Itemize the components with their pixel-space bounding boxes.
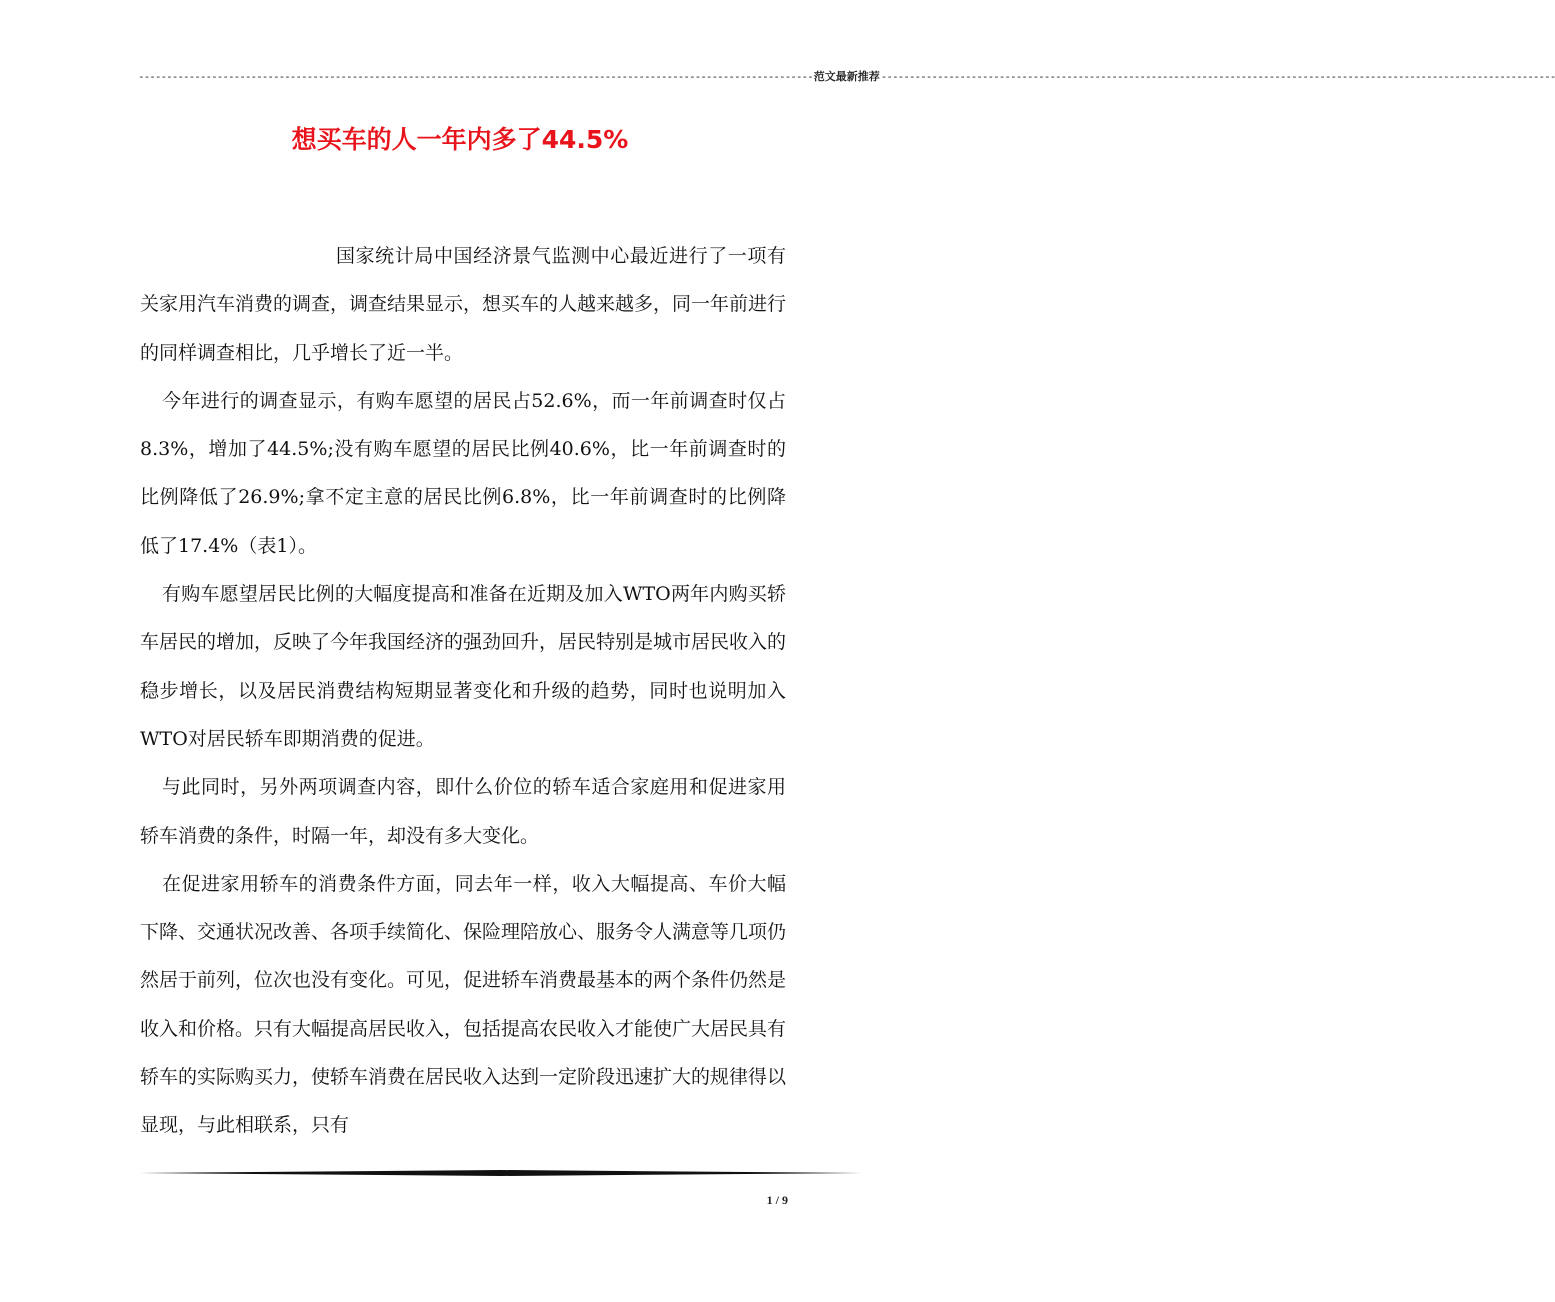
- header-dashes-left: ------------------------------------------------------------------------------------------------------------------------: [138, 70, 813, 83]
- paragraph-2: 今年进行的调查显示，有购车愿望的居民占52.6%，而一年前调查时仅占8.3%，增加了44.5%;没有购车愿望的居民比例40.6%，比一年前调查时的比例降低了26.9%;拿不定主意的居民比例6.8%，比一年前调查时的比例降低了17.4%（表1）。: [140, 389, 786, 557]
- paragraph-4: 与此同时，另外两项调查内容，即什么价位的轿车适合家庭用和促进家用轿车消费的条件，时隔一年，却没有多大变化。: [140, 776, 786, 847]
- footer-divider: [140, 1168, 862, 1178]
- document-title: 想买车的人一年内多了44.5%: [291, 125, 629, 154]
- header-rule: [138, 69, 1555, 85]
- page-number: 1 / 9: [766, 1193, 788, 1207]
- header-label: 范文最新推荐: [813, 70, 880, 83]
- body-text: [140, 232, 786, 1150]
- paragraph-5: 在促进家用轿车的消费条件方面，同去年一样，收入大幅提高、车价大幅下降、交通状况改善、各项手续简化、保险理陪放心、服务令人满意等几项仍然居于前列，位次也没有变化。可见，促进轿车消费最基本的两个条件仍然是收入和价格。只有大幅提高居民收入，包括提高农民收入才能使广大居民具有轿车的实际购买力，使轿车消费在居民收入达到一定阶段迅速扩大的规律得以显现，与此相联系，只有: [140, 872, 787, 1137]
- paragraph-3: 有购车愿望居民比例的大幅度提高和准备在近期及加入WTO两年内购买轿车居民的增加，反映了今年我国经济的强劲回升，居民特别是城市居民收入的稳步增长，以及居民消费结构短期显著变化和升级的趋势，同时也说明加入WTO对居民轿车即期消费的促进。: [140, 583, 787, 750]
- header-dashes-right: ------------------------------------------------------------------------------------------------------------------------: [880, 70, 1555, 83]
- paragraph-1: 国家统计局中国经济景气监测中心最近进行了一项有关家用汽车消费的调查，调查结果显示，想买车的人越来越多，同一年前进行的同样调查相比，几乎增长了近一半。: [140, 245, 787, 364]
